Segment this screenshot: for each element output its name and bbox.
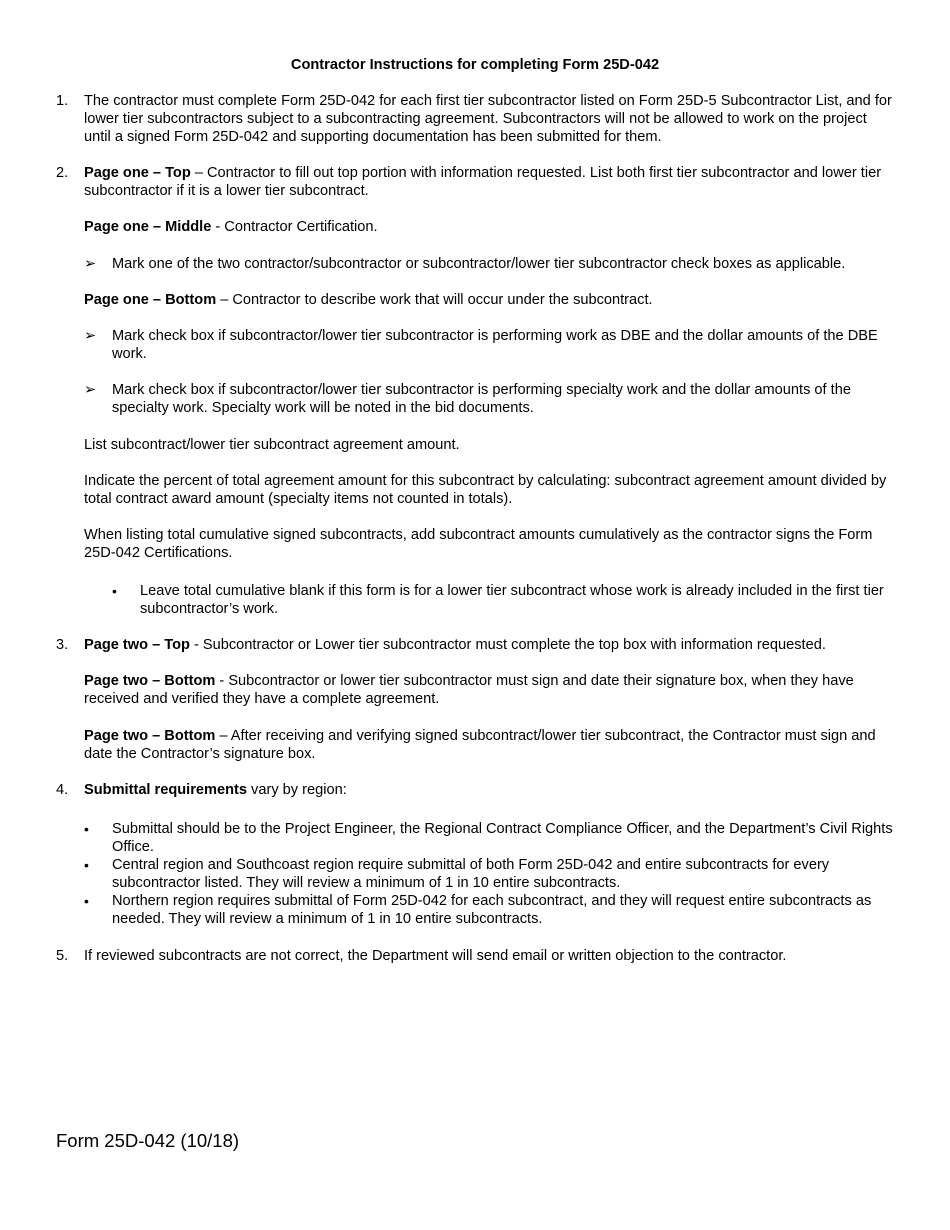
form-footer: Form 25D-042 (10/18) <box>56 1130 240 1151</box>
percent-paragraph: Indicate the percent of total agreement amount for this subcontract by calculating: subcontract agreement amount divided by total contract award amount (specialty items not counted in totals). <box>84 473 887 507</box>
page-two-top-heading: Page two – Top <box>84 637 190 653</box>
page-two-bottom-sub-paragraph <box>84 672 896 708</box>
page-two-bottom-heading: Page two – Bottom <box>84 673 216 689</box>
item-5-text: If reviewed subcontracts are not correct, the Department will send email or written objection to the contractor. <box>84 948 787 964</box>
page-two-bottom-sub-text: - Subcontractor or lower tier subcontractor must sign and date their signature box, when they have received and verified they have a complete agreement. <box>84 673 854 707</box>
submittal-bullet-3: Northern region requires submittal of Form 25D-042 for each subcontract, and they will request entire subcontracts as needed. They will review a minimum of 1 in 10 entire subcontracts. <box>112 893 872 927</box>
item-number-1: 1. <box>56 93 69 109</box>
list-amount-paragraph: List subcontract/lower tier subcontract agreement amount. <box>84 437 460 453</box>
page-one-bottom-paragraph <box>84 291 896 309</box>
cumulative-paragraph: When listing total cumulative signed subcontracts, add subcontract amounts cumulatively as the contractor signs the Form 25D-042 Certifications. <box>84 527 873 561</box>
submittal-heading: Submittal requirements <box>84 782 247 798</box>
bullet-icon: • <box>84 857 89 873</box>
submittal-paragraph <box>84 781 896 799</box>
item-1-text: The contractor must complete Form 25D-042 for each first tier subcontractor listed on Form 25D-5 Subcontractor List, and for lower tier subcontractors subject to a subcontracting agreement. Subcontractors will not be allowed to work on the project until a signed Form 25D-042 and supporting documentation has been submitted for them. <box>84 93 892 145</box>
page-two-bottom-contractor-paragraph <box>84 727 896 763</box>
item-number-3: 3. <box>56 637 69 653</box>
page-two-bottom-contractor-text: – After receiving and verifying signed subcontract/lower tier subcontract, the Contractor must sign and date the Contractor’s signature box. <box>84 728 876 762</box>
page-one-bottom-heading: Page one – Bottom <box>84 292 217 308</box>
page-one-middle-paragraph <box>84 218 896 236</box>
page-two-top-paragraph <box>84 636 896 654</box>
page-one-middle-heading: Page one – Middle <box>84 219 212 235</box>
page-one-top-paragraph <box>84 164 896 200</box>
item-number-5: 5. <box>56 948 69 964</box>
page-one-bottom-text: – Contractor to describe work that will occur under the subcontract. <box>216 292 653 308</box>
page-one-middle-text: - Contractor Certification. <box>211 219 378 235</box>
item-number-2: 2. <box>56 165 69 181</box>
page-two-top-text: - Subcontractor or Lower tier subcontractor must complete the top box with information requested. <box>189 637 826 653</box>
page-two-bottom-heading: Page two – Bottom <box>84 728 216 744</box>
bullet-icon: • <box>112 583 117 599</box>
mark-specialty-instruction: Mark check box if subcontractor/lower tier subcontractor is performing specialty work and the dollar amounts of the specialty work. Specialty work will be noted in the bid documents. <box>112 382 851 416</box>
arrow-bullet-icon: ➢ <box>84 256 97 272</box>
submittal-bullet-2: Central region and Southcoast region require submittal of both Form 25D-042 and entire subcontracts for every subcontractor listed. They will review a minimum of 1 in 10 entire subcontracts. <box>112 857 830 891</box>
page-one-top-heading: Page one – Top <box>84 165 191 181</box>
submittal-bullet-1: Submittal should be to the Project Engineer, the Regional Contract Compliance Officer, and the Department’s Civil Rights Office. <box>112 821 893 855</box>
mark-one-instruction: Mark one of the two contractor/subcontractor or subcontractor/lower tier subcontractor check boxes as applicable. <box>112 256 846 272</box>
submittal-text: vary by region: <box>247 782 347 798</box>
page-one-top-text: – Contractor to fill out top portion with information requested. List both first tier subcontractor and lower tier subcontractor if it is a lower tier subcontract. <box>84 165 882 199</box>
item-number-4: 4. <box>56 782 69 798</box>
arrow-bullet-icon: ➢ <box>84 328 97 344</box>
leave-blank-instruction: Leave total cumulative blank if this form is for a lower tier subcontract whose work is already included in the first tier subcontractor’s work. <box>140 583 884 617</box>
mark-dbe-instruction: Mark check box if subcontractor/lower tier subcontractor is performing work as DBE and the dollar amounts of the DBE work. <box>112 328 878 362</box>
page-title: Contractor Instructions for completing Form 25D-042 <box>290 57 660 73</box>
bullet-icon: • <box>84 893 89 909</box>
arrow-bullet-icon: ➢ <box>84 382 97 398</box>
bullet-icon: • <box>84 821 89 837</box>
